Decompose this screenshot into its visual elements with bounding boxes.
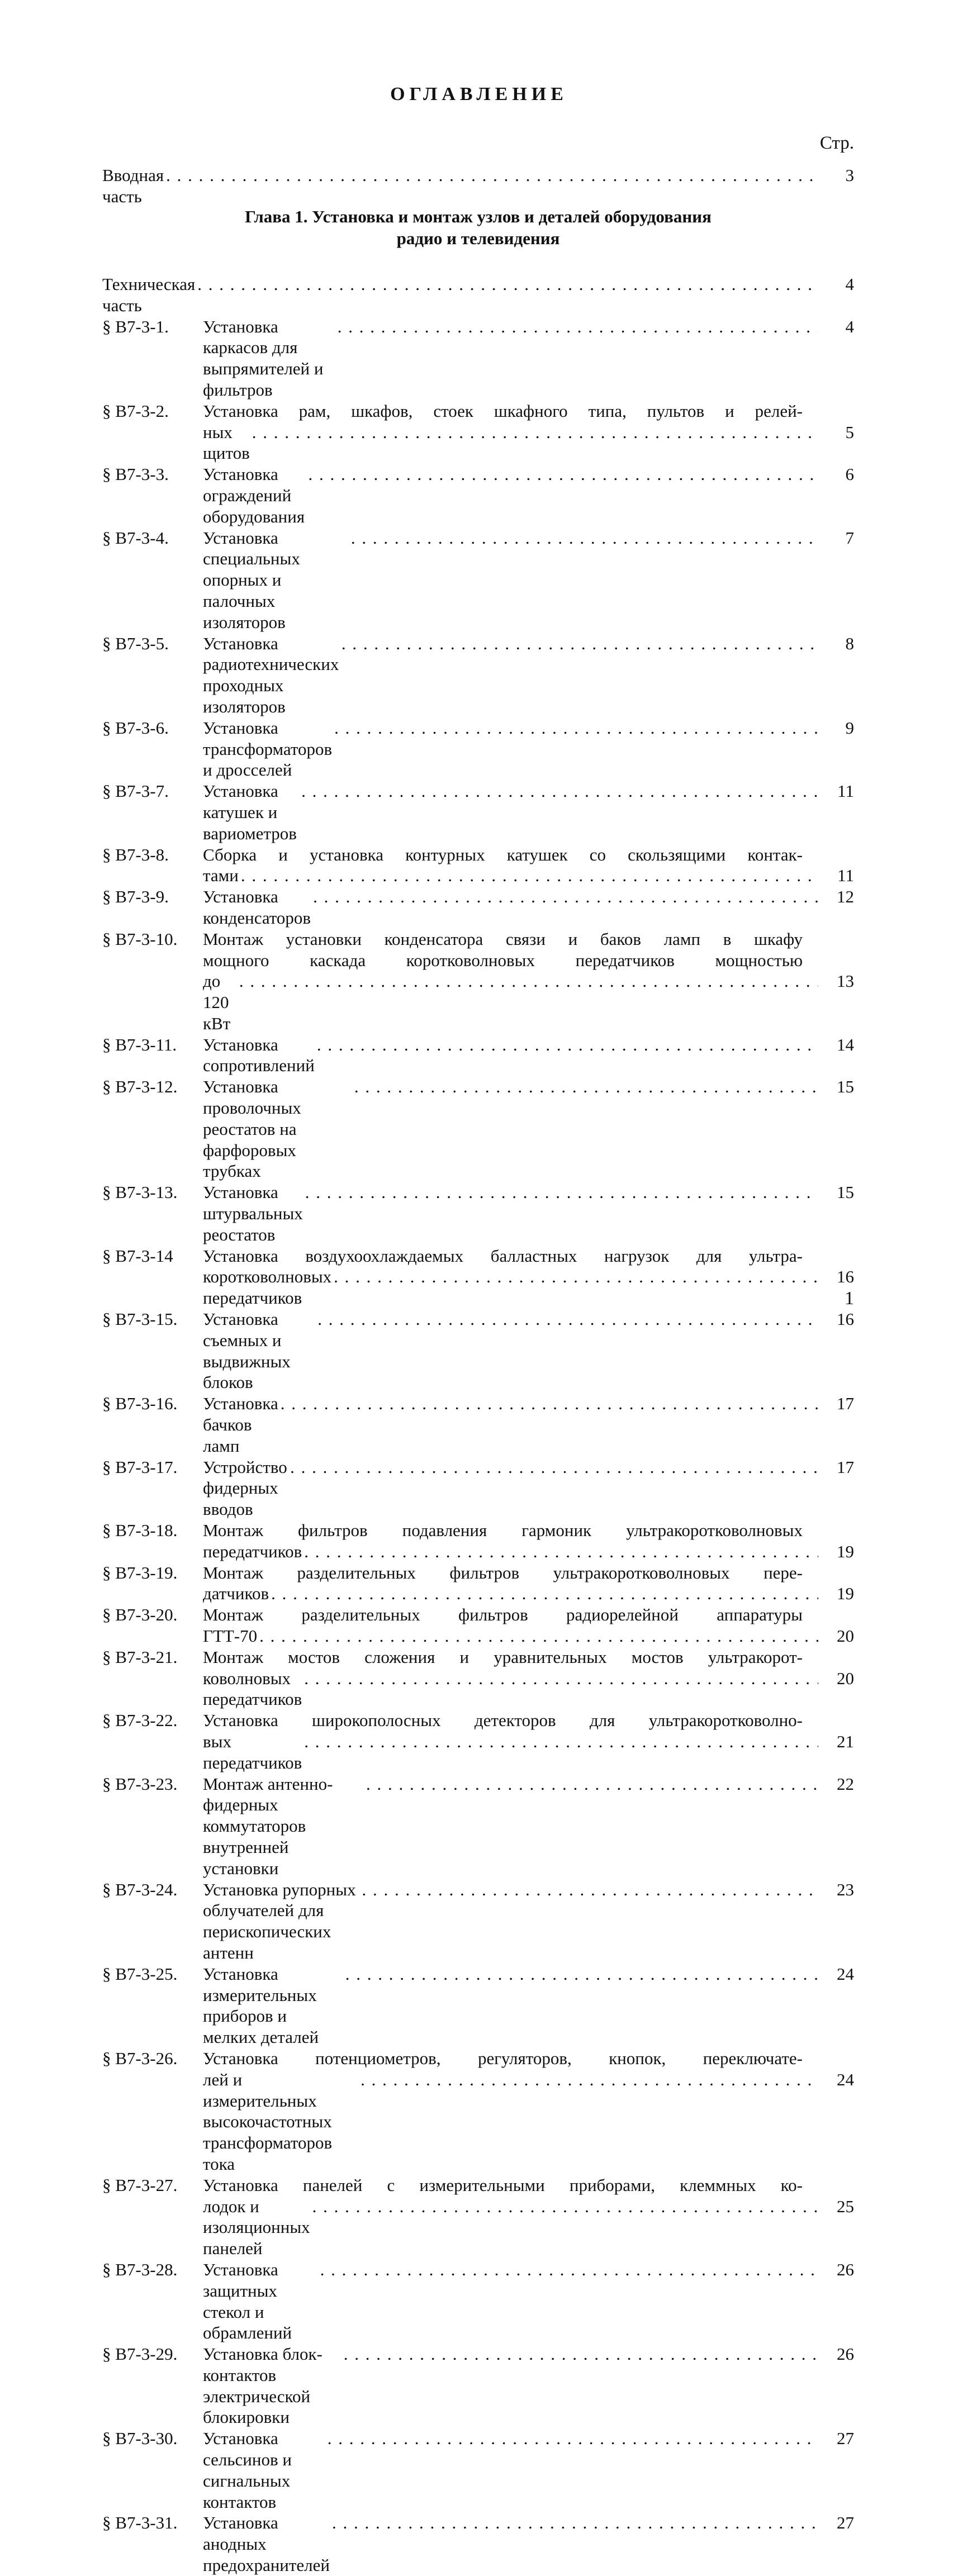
toc-entry-line bbox=[102, 2196, 854, 2259]
toc-entry bbox=[102, 464, 854, 527]
dot-leader bbox=[342, 633, 818, 654]
toc-entry bbox=[102, 781, 854, 844]
toc-entry-number: § В7-3-18. bbox=[102, 1520, 178, 1541]
toc-entry-page: 9 bbox=[845, 717, 854, 738]
toc-entry-line bbox=[102, 950, 854, 971]
toc-entry-text: Установка съемных и выдвижных блоков bbox=[203, 1309, 291, 1392]
toc-entry-line bbox=[102, 1710, 854, 1731]
toc-entry bbox=[102, 1710, 854, 1773]
dot-leader bbox=[354, 1076, 818, 1097]
toc-entry-line bbox=[102, 2069, 854, 2175]
toc-entry-line bbox=[102, 1964, 854, 2048]
dot-leader bbox=[259, 1626, 818, 1647]
toc-entry-text: до 120 кВт bbox=[203, 971, 231, 1033]
toc-entry-line bbox=[102, 886, 854, 929]
dot-leader bbox=[281, 1393, 818, 1414]
toc-entry-number: § В7-3-13. bbox=[102, 1182, 178, 1203]
toc-entry-number: § В7-3-9. bbox=[102, 887, 169, 907]
toc-entry-text: Монтаж установки конденсатора связи и баков ламп в шкафу bbox=[203, 929, 803, 949]
toc-entry-text: Монтаж фильтров подавления гармоник ультракоротковолновых bbox=[203, 1520, 803, 1541]
toc-entry bbox=[102, 1774, 854, 1879]
dot-leader bbox=[304, 1541, 818, 1562]
toc-entry-text: Установка сельсинов и сигнальных контактов bbox=[203, 2428, 292, 2512]
toc-entry-text: Установка штурвальных реостатов bbox=[203, 1182, 303, 1244]
toc-entry-page: 20 bbox=[837, 1626, 854, 1646]
toc-entry bbox=[102, 1246, 854, 1309]
toc-entry bbox=[102, 1604, 854, 1647]
toc-entry-page: 16 bbox=[837, 1309, 854, 1329]
toc-entry-line bbox=[102, 1731, 854, 1774]
dot-leader bbox=[334, 717, 818, 739]
toc-entry-text: Установка широкополосных детекторов для ультракоротковолно- bbox=[203, 1710, 803, 1731]
toc-entry-number: § В7-3-4. bbox=[102, 527, 169, 548]
toc-entry-text: Монтаж антенно-фидерных коммутаторов внутренней установки bbox=[203, 1774, 333, 1878]
toc-entry-text: Установка проволочных реостатов на фарфоровых трубках bbox=[203, 1077, 301, 1181]
toc-entry-text: передатчиков bbox=[203, 1541, 302, 1561]
dot-leader bbox=[241, 865, 818, 886]
dot-leader bbox=[361, 2069, 818, 2090]
toc-entry-text: Установка радиотехнических проходных изоляторов bbox=[203, 633, 339, 716]
toc-intro bbox=[102, 165, 854, 207]
toc-entry-page: 26 bbox=[837, 2344, 854, 2364]
toc-entry-number: § В7-3-30. bbox=[102, 2428, 178, 2449]
toc-entry-line bbox=[102, 1520, 854, 1541]
toc-entry-line bbox=[102, 844, 854, 866]
toc-entry-page: 20 bbox=[837, 1668, 854, 1688]
dot-leader bbox=[290, 1457, 818, 1478]
toc-entry-line bbox=[102, 2259, 854, 2344]
toc-entry bbox=[102, 1520, 854, 1562]
toc-entry-line bbox=[102, 1393, 854, 1456]
toc-entry-text: Установка анодных предохранителей bbox=[203, 2513, 330, 2575]
toc-entry-line bbox=[102, 1266, 854, 1309]
toc-entry bbox=[102, 1182, 854, 1245]
dot-leader bbox=[317, 1309, 818, 1330]
toc-entry-text: Монтаж разделительных фильтров радиорелейной аппаратуры bbox=[203, 1605, 803, 1625]
dot-leader bbox=[317, 1034, 818, 1056]
toc-entry-line bbox=[102, 971, 854, 1034]
toc-entry-line bbox=[102, 1668, 854, 1710]
toc-entry-page: 17 bbox=[837, 1394, 854, 1414]
toc-intro-page: 3 bbox=[845, 165, 854, 185]
toc-entry-number: § В7-3-21. bbox=[102, 1647, 178, 1667]
toc-entry-line bbox=[102, 527, 854, 633]
toc-entry-text: вых передатчиков bbox=[203, 1731, 302, 1772]
toc-entry-page: 19 bbox=[837, 1541, 854, 1561]
toc-entry-text: Установка рупорных облучателей для перископических антенн bbox=[203, 1879, 356, 1962]
dot-leader bbox=[344, 2344, 818, 2365]
toc-entry-text: Установка специальных опорных и палочных изоляторов bbox=[203, 527, 300, 632]
toc-entry-number: § В7-3-27. bbox=[102, 2175, 178, 2195]
toc-entry-text: Установка рам, шкафов, стоек шкафного типа, пультов и релей- bbox=[203, 401, 803, 421]
toc-entry-line bbox=[102, 2512, 854, 2575]
toc-entry-line bbox=[102, 1246, 854, 1267]
toc-entry-text: Установка защитных стекол и обрамлений bbox=[203, 2259, 292, 2343]
toc-entry-number: § В7-3-1. bbox=[102, 316, 169, 336]
toc-entry-text: Установка воздухоохлаждаемых балластных нагрузок для ультра- bbox=[203, 1246, 803, 1266]
toc-entry bbox=[102, 2428, 854, 2512]
toc-entry-text: Монтаж мостов сложения и уравнительных мостов ультракорот- bbox=[203, 1647, 803, 1667]
toc-entry-text: Установка каркасов для выпрямителей и фильтров bbox=[203, 316, 324, 400]
toc-entry-text: лодок и изоляционных панелей bbox=[203, 2196, 310, 2259]
toc-entry-page: 4 bbox=[845, 316, 854, 336]
page-column-label: Стр. bbox=[819, 133, 854, 153]
toc-entry-line bbox=[102, 1541, 854, 1562]
dot-leader bbox=[362, 1879, 818, 1900]
toc-entry-number: § В7-3-23. bbox=[102, 1774, 178, 1794]
toc-entry-page: 11 bbox=[837, 866, 854, 886]
toc-entry-page: 27 bbox=[836, 2428, 854, 2449]
toc-entry bbox=[102, 316, 854, 401]
dot-leader bbox=[312, 2196, 818, 2217]
toc-entry-page: 15 bbox=[837, 1077, 854, 1097]
toc-entry-line bbox=[102, 422, 854, 464]
toc-entry-line bbox=[102, 1457, 854, 1520]
toc-entry-line bbox=[102, 865, 854, 886]
toc-entry bbox=[102, 1647, 854, 1710]
toc-entry-text: Установка блок-контактов электрической блокировки bbox=[203, 2344, 323, 2427]
toc-entry bbox=[102, 633, 854, 717]
toc-entry-number: § В7-3-28. bbox=[102, 2259, 178, 2279]
toc-entry-number: § В7-3-24. bbox=[102, 1879, 178, 1899]
toc-entry-number: § В7-3-6. bbox=[102, 717, 169, 738]
toc-entry-number: § В7-3-5. bbox=[102, 633, 169, 653]
toc-entry-text: Сборка и установка контурных катушек со скользящими контак- bbox=[203, 844, 803, 864]
toc-entry-line bbox=[102, 2175, 854, 2196]
toc-entry-line bbox=[102, 929, 854, 950]
toc-entry-text: датчиков bbox=[203, 1584, 269, 1604]
toc-entry-number: § В7-3-29. bbox=[102, 2344, 178, 2364]
toc-entry-page: 25 bbox=[837, 2196, 854, 2216]
toc-entry-page: 27 bbox=[837, 2513, 854, 2533]
dot-leader bbox=[338, 316, 818, 338]
toc-tech-text: Техническая часть bbox=[102, 274, 196, 315]
toc-entry-line bbox=[102, 1034, 854, 1077]
toc-entry-number: § В7-3-2. bbox=[102, 401, 169, 421]
toc-entry-text: Установка ограждений оборудования bbox=[203, 464, 305, 526]
toc-tech bbox=[102, 274, 854, 316]
dot-leader bbox=[313, 886, 818, 907]
toc-entry-text: лей и измерительных высокочастотных трансформаторов тока bbox=[203, 2069, 333, 2174]
toc-entry-line bbox=[102, 2428, 854, 2512]
dot-leader bbox=[304, 1731, 818, 1752]
toc-entry-number: § В7-3-26. bbox=[102, 2048, 178, 2068]
dot-leader bbox=[334, 1266, 818, 1287]
toc-entry-line bbox=[102, 1182, 854, 1245]
toc-entry-number: § В7-3-25. bbox=[102, 1964, 178, 1984]
dot-leader bbox=[304, 1668, 818, 1689]
toc-entry bbox=[102, 844, 854, 887]
toc-list bbox=[102, 274, 854, 2576]
toc-entry bbox=[102, 1457, 854, 1520]
toc-entry-text: коротковолновых передатчиков bbox=[203, 1267, 332, 1308]
dot-leader bbox=[239, 971, 818, 992]
dot-leader bbox=[166, 165, 818, 186]
chapter-heading-line-1: Глава 1. Установка и монтаж узлов и деталей оборудования bbox=[245, 207, 712, 226]
toc-entry bbox=[102, 886, 854, 929]
toc-entry-page: 12 bbox=[837, 887, 854, 907]
toc-entry bbox=[102, 2259, 854, 2344]
toc-entry-page: 8 bbox=[845, 633, 854, 653]
toc-entry bbox=[102, 401, 854, 464]
toc-entry-line bbox=[102, 717, 854, 781]
toc-entry-page: 26 bbox=[837, 2259, 854, 2279]
toc-entry-number: § В7-3-14 bbox=[102, 1246, 173, 1266]
toc-entry bbox=[102, 1076, 854, 1182]
toc-entry-text: Установка бачков ламп bbox=[203, 1394, 278, 1456]
toc-entry-text: Установка сопротивлений bbox=[203, 1034, 315, 1076]
toc-entry-page: 24 bbox=[837, 1964, 854, 1984]
toc-entry-line bbox=[102, 633, 854, 717]
toc-entry-page: 22 bbox=[837, 1774, 854, 1794]
toc-entry-page: 14 bbox=[837, 1034, 854, 1054]
toc-entry-line bbox=[102, 1774, 854, 1879]
toc-entry bbox=[102, 1393, 854, 1456]
toc-entry-page: 16 bbox=[837, 1267, 854, 1287]
toc-entry bbox=[102, 1309, 854, 1393]
toc-entry-line bbox=[102, 464, 854, 527]
toc-entry-line bbox=[102, 1879, 854, 1964]
toc-entry-number: § В7-3-7. bbox=[102, 781, 169, 801]
toc-entry-line bbox=[102, 1626, 854, 1647]
dot-leader bbox=[351, 527, 818, 549]
toc-entry-number: § В7-3-22. bbox=[102, 1710, 178, 1731]
toc-entry-text: Установка трансформаторов и дросселей bbox=[203, 717, 333, 780]
chapter-heading bbox=[102, 206, 854, 249]
toc-entry bbox=[102, 2048, 854, 2175]
toc-entry-line bbox=[102, 781, 854, 844]
dot-leader bbox=[309, 464, 818, 485]
toc-entry-text: Установка потенциометров, регуляторов, кнопок, переключате- bbox=[203, 2048, 803, 2068]
dot-leader bbox=[301, 781, 818, 802]
dot-leader bbox=[320, 2259, 818, 2280]
toc-entry-line bbox=[102, 2048, 854, 2069]
toc-entry-number: § В7-3-17. bbox=[102, 1457, 178, 1477]
dot-leader bbox=[252, 422, 818, 443]
toc-entry-line bbox=[102, 1076, 854, 1182]
toc-entry-line bbox=[102, 1309, 854, 1393]
toc-entry-number: § В7-3-3. bbox=[102, 464, 169, 484]
toc-entry-page: 15 bbox=[837, 1182, 854, 1203]
toc-entry-number: § В7-3-16. bbox=[102, 1394, 178, 1414]
toc-intro-text: Вводная часть bbox=[102, 165, 164, 206]
toc-entry bbox=[102, 2344, 854, 2428]
toc-entry-page: 24 bbox=[837, 2069, 854, 2089]
dot-leader bbox=[271, 1583, 818, 1604]
toc-entry-text: ГТТ-70 bbox=[203, 1626, 258, 1646]
dot-leader bbox=[197, 274, 818, 295]
toc-entry-page: 6 bbox=[845, 464, 854, 484]
toc-entry-text: Установка измерительных приборов и мелких деталей bbox=[203, 1964, 319, 2047]
toc-entry-page: 17 bbox=[837, 1457, 854, 1477]
toc-entry-line bbox=[102, 1604, 854, 1626]
toc-entry bbox=[102, 1964, 854, 2048]
chapter-heading-line-2: радио и телевидения bbox=[396, 229, 560, 248]
toc-entry-number: § В7-3-12. bbox=[102, 1077, 178, 1097]
page-number: 1 bbox=[845, 1288, 854, 1309]
toc-entry-number: § В7-3-11. bbox=[102, 1034, 177, 1054]
dot-leader bbox=[305, 1182, 818, 1203]
toc-entry-line bbox=[102, 1647, 854, 1668]
dot-leader bbox=[366, 1774, 818, 1795]
toc-entry-text: Установка конденсаторов bbox=[203, 887, 311, 928]
toc-entry bbox=[102, 1562, 854, 1605]
dot-leader bbox=[332, 2512, 818, 2534]
toc-entry-number: § В7-3-19. bbox=[102, 1562, 178, 1582]
toc-entry bbox=[102, 2512, 854, 2575]
toc-entry-page: 19 bbox=[837, 1584, 854, 1604]
toc-entry-line bbox=[102, 316, 854, 401]
toc-tech-page: 4 bbox=[845, 274, 854, 294]
toc-entry-text: тами bbox=[203, 866, 239, 886]
toc-entry-line bbox=[102, 1583, 854, 1604]
toc-entry-number: § В7-3-20. bbox=[102, 1605, 178, 1625]
toc-entry bbox=[102, 2175, 854, 2259]
toc-entry-line bbox=[102, 1562, 854, 1584]
toc-entry-page: 11 bbox=[837, 781, 854, 801]
toc-entry-page: 13 bbox=[837, 971, 854, 991]
toc-entry-page: 5 bbox=[845, 422, 854, 442]
toc-entry-number: § В7-3-10. bbox=[102, 929, 178, 949]
toc-entry-page: 21 bbox=[837, 1731, 854, 1751]
toc-entry bbox=[102, 527, 854, 633]
toc-entry bbox=[102, 1879, 854, 1964]
dot-leader bbox=[328, 2428, 818, 2449]
toc-entry-number: § В7-3-8. bbox=[102, 844, 169, 864]
toc-entry-text: мощного каскада коротковолновых передатчиков мощностью bbox=[203, 950, 803, 970]
toc-entry-text: Устройство фидерных вводов bbox=[203, 1457, 287, 1519]
toc-entry-text: коволновых передатчиков bbox=[203, 1668, 302, 1709]
toc-entry-line bbox=[102, 401, 854, 422]
toc-entry-line bbox=[102, 2344, 854, 2428]
toc-entry-text: ных щитов bbox=[203, 422, 250, 463]
toc-entry-text: Установка панелей с измерительными приборами, клеммных ко- bbox=[203, 2175, 803, 2195]
page-title: ОГЛАВЛЕНИЕ bbox=[390, 84, 568, 104]
toc-entry-page: 23 bbox=[837, 1879, 854, 1899]
toc-entry-number: § В7-3-15. bbox=[102, 1309, 178, 1329]
toc-entry-page: 7 bbox=[845, 527, 854, 548]
dot-leader bbox=[345, 1964, 818, 1985]
toc-entry bbox=[102, 717, 854, 781]
toc-entry-text: Монтаж разделительных фильтров ультракоротковолновых пере- bbox=[203, 1562, 803, 1582]
toc-entry-number: § В7-3-31. bbox=[102, 2513, 178, 2533]
toc-entry bbox=[102, 929, 854, 1034]
toc-entry bbox=[102, 1034, 854, 1077]
toc-entry-text: Установка катушек и вариометров bbox=[203, 781, 297, 843]
